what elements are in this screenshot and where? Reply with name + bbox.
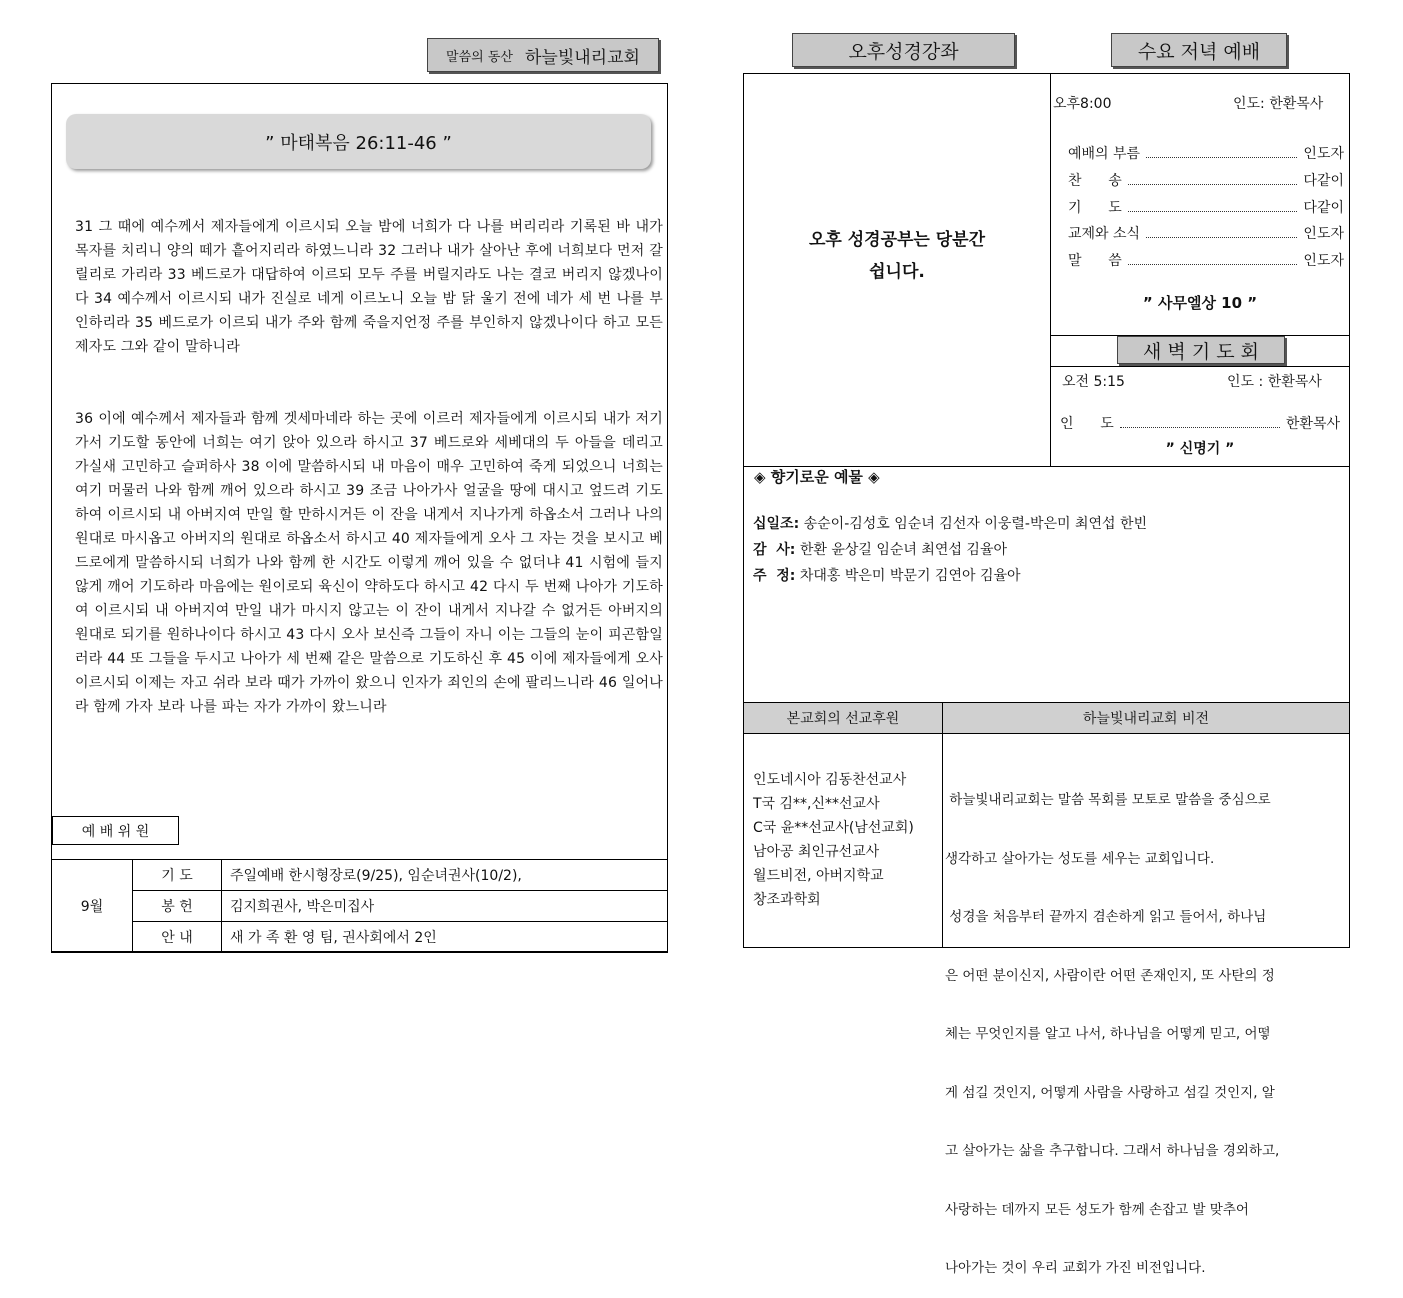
list-item xyxy=(753,563,1147,589)
list-item xyxy=(753,511,1147,537)
bottom-table-column-divider xyxy=(942,702,943,948)
offering-label: 십일조: xyxy=(753,516,800,532)
order-row xyxy=(1068,197,1344,217)
leader-dots xyxy=(1128,175,1298,185)
detail-cell: 새 가 족 환 영 팀, 권사회에서 2인 xyxy=(222,922,668,953)
wednesday-leader: 인도: 한환목사 xyxy=(1233,96,1324,112)
dawn-time: 오전 5:15 xyxy=(1062,374,1125,390)
table-row xyxy=(52,922,668,953)
order-who: 다같이 xyxy=(1303,200,1344,216)
scripture-title-banner xyxy=(66,114,651,169)
order-item: 예배의 부름 xyxy=(1068,146,1141,162)
vision-line: 고 살아가는 삶을 추구합니다. 그래서 하나님을 경외하고, xyxy=(945,1143,1280,1159)
order-row xyxy=(1068,250,1344,270)
worship-staff-table xyxy=(51,859,668,953)
vision-line: 은 어떤 분이신지, 사람이란 어떤 존재인지, 또 사탄의 정 xyxy=(945,967,1275,984)
order-item: 교제와 소식 xyxy=(1068,226,1141,242)
leader-dots xyxy=(1128,202,1298,212)
wednesday-time: 오후8:00 xyxy=(1053,96,1112,112)
wednesday-tab xyxy=(1111,33,1287,67)
order-row xyxy=(1068,143,1344,163)
list-item: C국 윤**선교사(남선교회) xyxy=(753,820,914,836)
offering-names: 차대홍 박은미 박문기 김연아 김율아 xyxy=(799,568,1021,584)
church-name-badge xyxy=(427,38,659,72)
list-item: 창조과학회 xyxy=(753,892,821,908)
afternoon-tab xyxy=(792,33,1015,67)
vision-line: 하늘빛내리교회는 말씀 목회를 모토로 말씀을 중심으로 xyxy=(945,792,1271,808)
detail-cell: 김지희권사, 박은미집사 xyxy=(222,891,668,922)
order-item: 말 씀 xyxy=(1068,253,1122,269)
vision-line: 생각하고 살아가는 성도를 세우는 교회입니다. xyxy=(945,850,1215,867)
leader-dots xyxy=(1120,418,1280,428)
vision-line: 나아가는 것이 우리 교회가 가진 비전입니다. xyxy=(945,1260,1206,1276)
church-motto: 말씀의 동산 xyxy=(446,49,513,65)
mission-header-text: 본교회의 선교후원 xyxy=(786,711,900,727)
order-item: 찬 송 xyxy=(1068,173,1122,189)
offering-names: 송순이-김성호 임순녀 김선자 이웅렬-박은미 최연섭 한빈 xyxy=(803,516,1148,532)
vision-header xyxy=(943,703,1349,733)
month-cell: 9월 xyxy=(52,860,133,953)
offering-list xyxy=(753,511,1147,589)
list-item xyxy=(753,537,1147,563)
mission-header xyxy=(744,703,942,733)
bottom-table-header-border xyxy=(743,733,1350,734)
leader-dots xyxy=(1128,255,1298,265)
afternoon-message-line: 오후 성경공부는 당분간 xyxy=(808,230,986,250)
divider-vertical xyxy=(1050,73,1051,466)
order-who: 인도자 xyxy=(1303,226,1344,242)
vision-header-text: 하늘빛내리교회 비전 xyxy=(1082,711,1210,727)
leader-dots xyxy=(1146,228,1297,238)
divider-horizontal xyxy=(1050,366,1350,367)
dawn-text: ” 신명기 ” xyxy=(1165,441,1235,457)
detail-cell: 주일예배 한시형장로(9/25), 임순녀권사(10/2), xyxy=(222,860,668,891)
offering-title: ◈ 향기로운 예물 ◈ xyxy=(754,468,880,486)
offering-label: 주 정: xyxy=(753,568,796,584)
dawn-lead-label: 인 도 xyxy=(1060,416,1114,432)
dawn-prayer-tab xyxy=(1117,336,1285,364)
afternoon-message-line: 쉽니다. xyxy=(869,262,925,282)
wednesday-text: ” 사무엘상 10 ” xyxy=(1142,294,1258,312)
mission-list xyxy=(753,768,914,912)
worship-staff-label xyxy=(52,816,179,845)
vision-line: 사랑하는 데까지 모든 성도가 함께 손잡고 발 맞추어 xyxy=(945,1201,1249,1218)
order-who: 인도자 xyxy=(1303,146,1344,162)
worship-staff-label-text: 예 배 위 원 xyxy=(81,823,150,840)
dawn-lead-row xyxy=(1060,413,1340,433)
list-item: 인도네시아 김동찬선교사 xyxy=(753,772,907,788)
order-item: 기 도 xyxy=(1068,200,1122,216)
vision-line: 게 섬길 것인지, 어떻게 사람을 사랑하고 섬길 것인지, 알 xyxy=(945,1084,1275,1101)
order-row xyxy=(1068,170,1344,190)
list-item: 남아공 최인규선교사 xyxy=(753,844,880,860)
role-cell: 안 내 xyxy=(133,922,222,953)
church-name: 하늘빛내리교회 xyxy=(524,47,640,68)
afternoon-message xyxy=(744,224,1050,288)
dawn-prayer-tab-label: 새 벽 기 도 회 xyxy=(1143,340,1259,363)
table-row xyxy=(52,860,668,891)
order-who: 인도자 xyxy=(1303,253,1344,269)
afternoon-tab-label: 오후성경강좌 xyxy=(848,40,959,63)
order-row xyxy=(1068,223,1344,243)
list-item: T국 김**,신**선교사 xyxy=(753,796,880,812)
role-cell: 봉 헌 xyxy=(133,891,222,922)
vision-line: 체는 무엇인지를 알고 나서, 하나님을 어떻게 믿고, 어떻 xyxy=(945,1026,1271,1042)
scripture-paragraph-1: 31 그 때에 예수께서 제자들에게 이르시되 오늘 밤에 너희가 다 나를 버리리라 기록된 바 내가 목자를 치리니 양의 떼가 흩어지리라 하였느니라 32 그러나 내가 살아난 후에 너희보다 먼저 갈릴리로 가리라 33 베드로가 대답하여 이르되 모두 주를 버릴지라도 나는 결코 버리지 않겠나이다 34 예수께서 이르시되 내가 진실로 네게 이르노니 오늘 밤 닭 울기 전에 네가 세 번 나를 부인하리라 35 베드로가 이르되 내가 주와 함께 죽을지언정 주를 부인하지 않겠나이다 하고 모든 제자도 그와 같이 말하니라 xyxy=(75,219,663,355)
table-row xyxy=(52,891,668,922)
wednesday-tab-label: 수요 저녁 예배 xyxy=(1137,40,1261,63)
scripture-title: ” 마태복음 26:11-46 ” xyxy=(265,132,452,154)
dawn-leader: 인도 : 한환목사 xyxy=(1227,374,1322,390)
role-cell: 기 도 xyxy=(133,860,222,891)
offering-label: 감 사: xyxy=(753,542,796,558)
vision-line: 성경을 처음부터 끝까지 겸손하게 읽고 들어서, 하나님 xyxy=(945,909,1267,925)
leader-dots xyxy=(1146,148,1297,158)
list-item: 월드비전, 아버지학교 xyxy=(753,868,884,884)
dawn-lead-name: 한환목사 xyxy=(1285,416,1340,432)
order-who: 다같이 xyxy=(1303,173,1344,189)
vision-text xyxy=(945,752,1345,1298)
offering-names: 한환 윤상길 임순녀 최연섭 김율아 xyxy=(799,542,1007,558)
scripture-paragraph-2: 36 이에 예수께서 제자들과 함께 겟세마네라 하는 곳에 이르러 제자들에게 이르시되 내가 저기 가서 기도할 동안에 너희는 여기 앉아 있으라 하시고 37 베드로와 세베대의 두 아들을 데리고 가실새 고민하고 슬퍼하사 38 이에 말씀하시되 내 마음이 매우 고민하여 죽게 되었으니 너희는 여기 머물러 나와 함께 깨어 있으라 하시고 39 조금 나아가사 얼굴을 땅에 대시고 엎드려 기도하여 이르시되 내 아버지여 만일 할 만하시거든 이 잔을 내게서 지나가게 하옵소서 그러나 나의 원대로 마시옵고 아버지의 원대로 하옵소서 하시고 40 제자들에게 오사 그 자는 것을 보시고 베드로에게 말씀하시되 너희가 나와 함께 한 시간도 이렇게 깨어 있을 수 없더냐 41 시험에 들지 않게 깨어 기도하라 마음에는 원이로되 육신이 약하도다 하시고 42 다시 두 번째 나아가 기도하여 이르시되 내 아버지여 만일 내가 마시지 않고는 이 잔이 내게서 지나갈 수 없거든 아버지의 원대로 되기를 원하나이다 하시고 43 다시 오사 보신즉 그들이 자니 이는 그들의 눈이 피곤함일러라 44 또 그들을 두시고 나아가 세 번째 같은 말씀으로 기도하신 후 45 이에 제자들에게 오사 이르시되 이제는 자고 쉬라 보라 때가 가까이 왔으니 인자가 죄인의 손에 팔리느니라 46 일어나라 함께 가자 보라 나를 파는 자가 가까이 왔느니라 xyxy=(75,411,663,715)
